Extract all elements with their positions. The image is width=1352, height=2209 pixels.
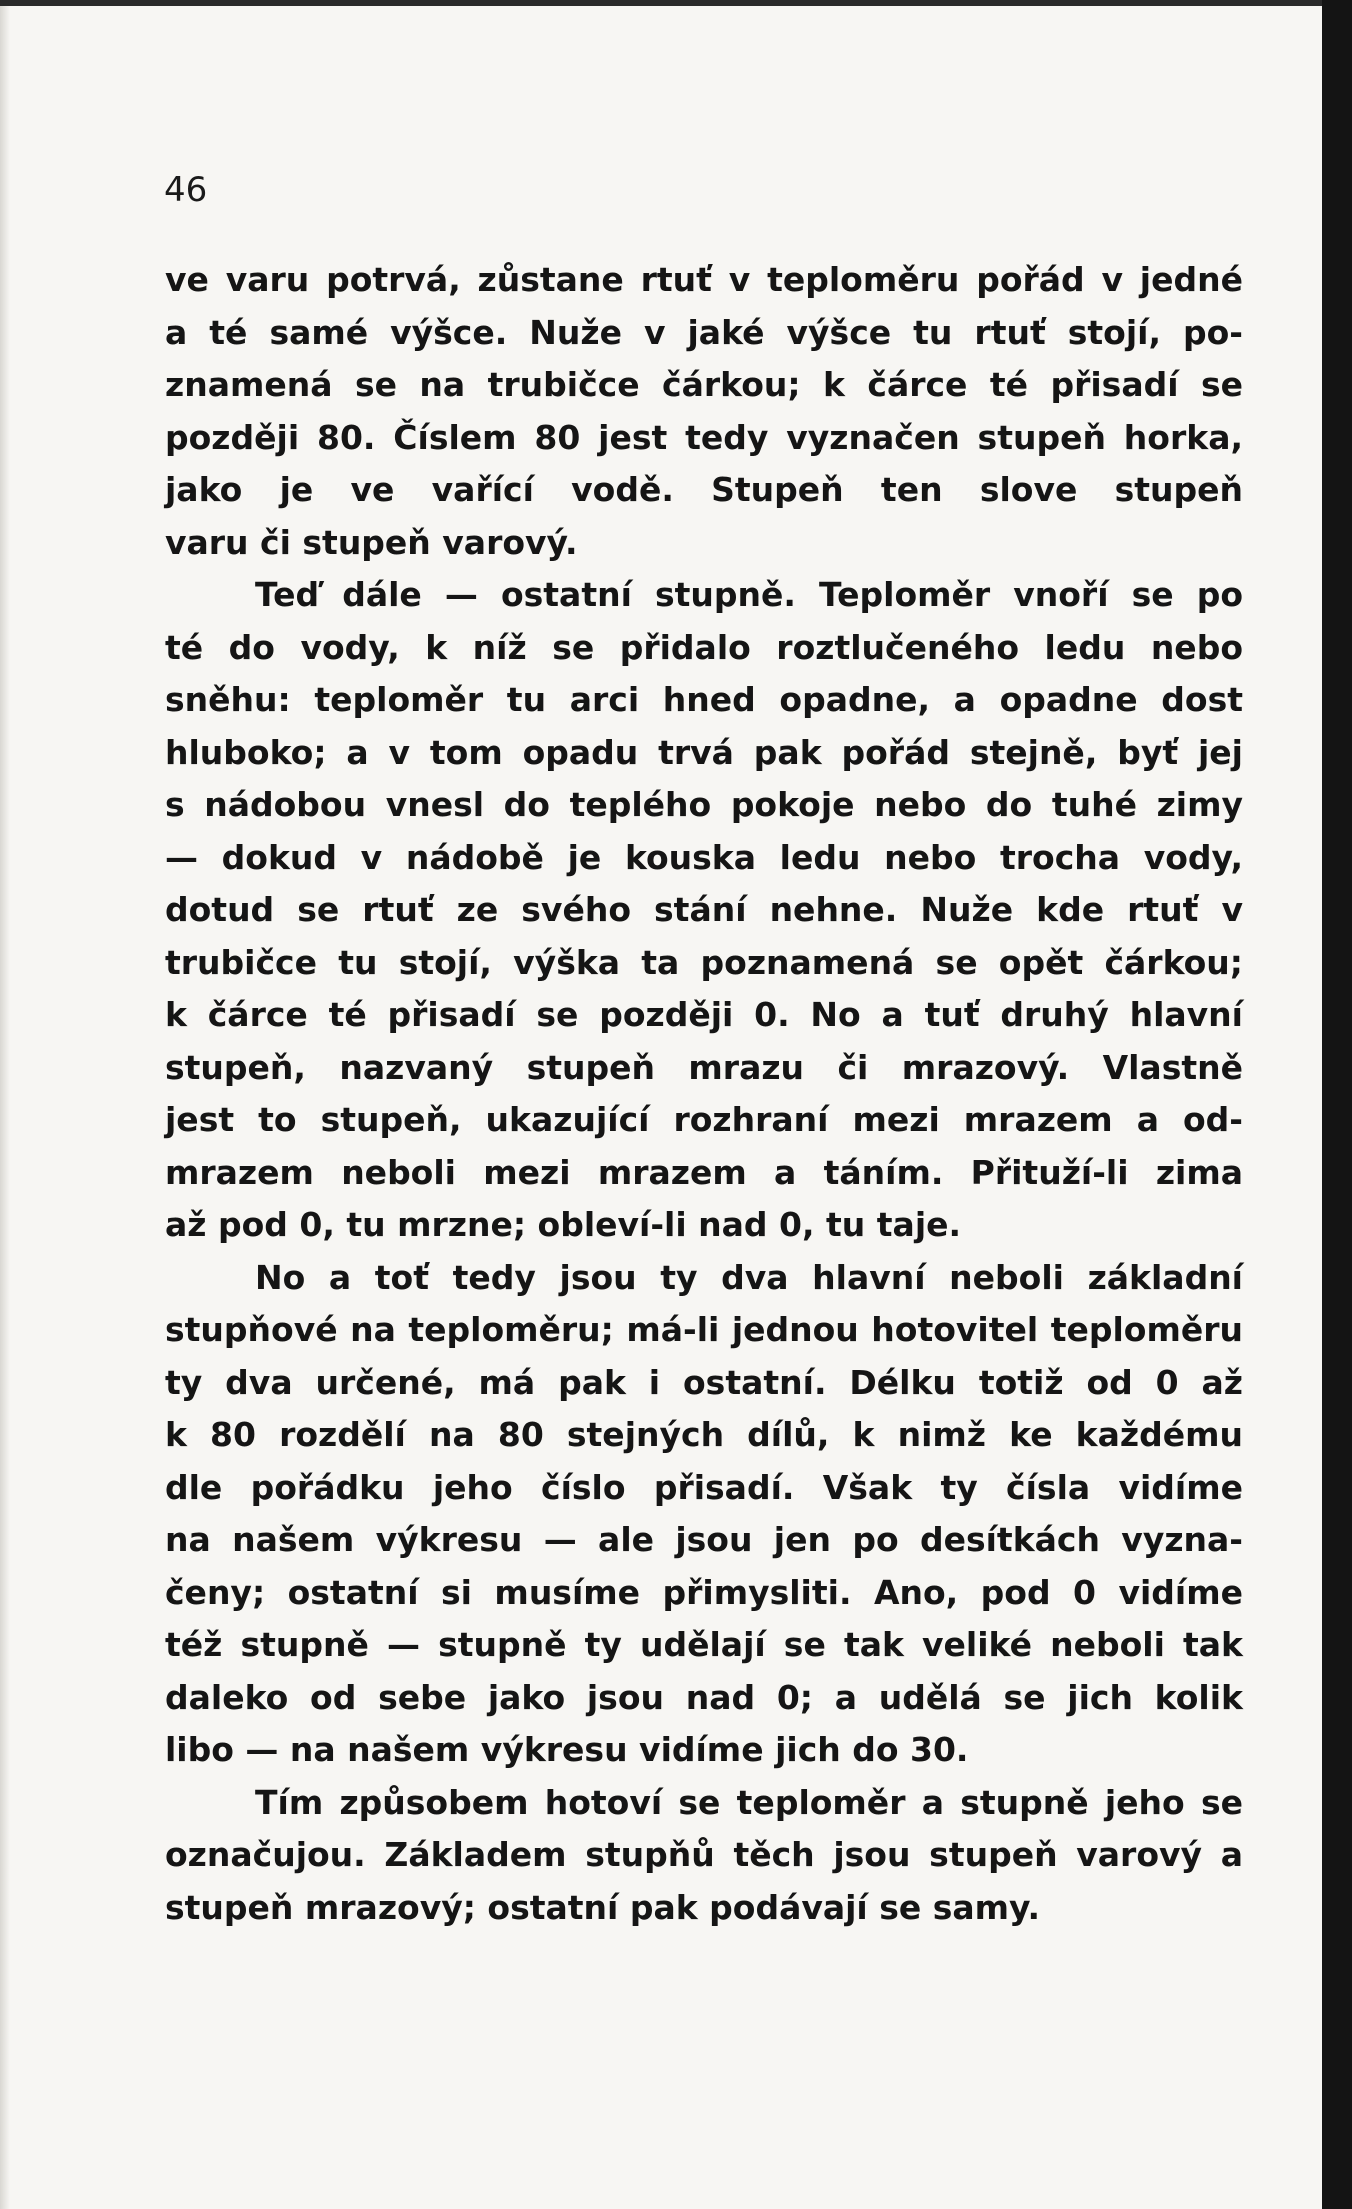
text-line: Tím způsobem hotoví se teploměr a stupně jeho se [255,1782,1243,1822]
text-line: k 80 rozdělí na 80 stejných dílů, k nimž ke každému [165,1415,1243,1454]
text-line: na našem výkresu — ale jsou jen po desítkách vyzna- [165,1520,1243,1559]
text-line: libo — na našem výkresu vidíme jich do 30. [165,1730,969,1769]
text-line: — dokud v nádobě je kouska ledu nebo trocha vody, [165,837,1243,877]
page-number: 46 [164,170,208,210]
text-line: stupeň, nazvaný stupeň mrazu či mrazový. Vlastně [165,1047,1243,1087]
text-line: trubičce tu stojí, výška ta poznamená se opět čárkou; [165,942,1243,982]
text-line: později 80. Číslem 80 jest tedy vyznačen stupeň horka, [165,417,1243,457]
page-left-shadow [0,0,10,2209]
page-top-edge [0,0,1322,6]
body-text [165,254,1243,1934]
text-line: No a toť tedy jsou ty dva hlavní neboli základní [255,1257,1243,1297]
text-line: Teď dále — ostatní stupně. Teploměr vnoří se po [255,575,1243,614]
text-line: stupňové na teploměru; má-li jednou hotovitel teploměru [165,1310,1243,1349]
text-line: též stupně — stupně ty udělají se tak veliké neboli tak [165,1625,1243,1664]
text-line: ty dva určené, má pak i ostatní. Délku totiž od 0 až [165,1362,1243,1402]
text-line: sněhu: teploměr tu arci hned opadne, a opadne dost [165,680,1243,719]
text-line: dotud se rtuť ze svého stání nehne. Nuže kde rtuť v [165,890,1243,929]
text-line: varu či stupeň varový. [165,522,578,562]
text-line: znamená se na trubičce čárkou; k čárce té přisadí se [165,365,1243,404]
text-line: jako je ve vařící vodě. Stupeň ten slove stupeň [165,470,1243,509]
text-line: té do vody, k níž se přidalo roztlučeného ledu nebo [165,627,1243,667]
text-line: mrazem neboli mezi mrazem a táním. Přituží-li zima [165,1152,1243,1192]
text-line: až pod 0, tu mrzne; obleví-li nad 0, tu taje. [165,1205,962,1244]
text-line: čeny; ostatní si musíme přimysliti. Ano, pod 0 vidíme [165,1572,1243,1612]
text-line: ve varu potrvá, zůstane rtuť v teploměru pořád v jedné [165,260,1243,299]
page-right-edge [1322,0,1352,2209]
text-line: hluboko; a v tom opadu trvá pak pořád stejně, byť jej [165,732,1243,772]
text-line: k čárce té přisadí se později 0. No a tuť druhý hlavní [165,995,1243,1034]
text-line: a té samé výšce. Nuže v jaké výšce tu rtuť stojí, po- [165,312,1243,352]
text-line: dle pořádku jeho číslo přisadí. Však ty čísla vidíme [165,1467,1243,1507]
text-line: označujou. Základem stupňů těch jsou stupeň varový a [165,1835,1243,1874]
text-line: s nádobou vnesl do teplého pokoje nebo do tuhé zimy [165,785,1243,824]
text-line: stupeň mrazový; ostatní pak podávají se samy. [165,1887,1041,1927]
text-line: daleko od sebe jako jsou nad 0; a udělá se jich kolik [165,1677,1243,1717]
text-line: jest to stupeň, ukazující rozhraní mezi mrazem a od- [165,1100,1243,1139]
